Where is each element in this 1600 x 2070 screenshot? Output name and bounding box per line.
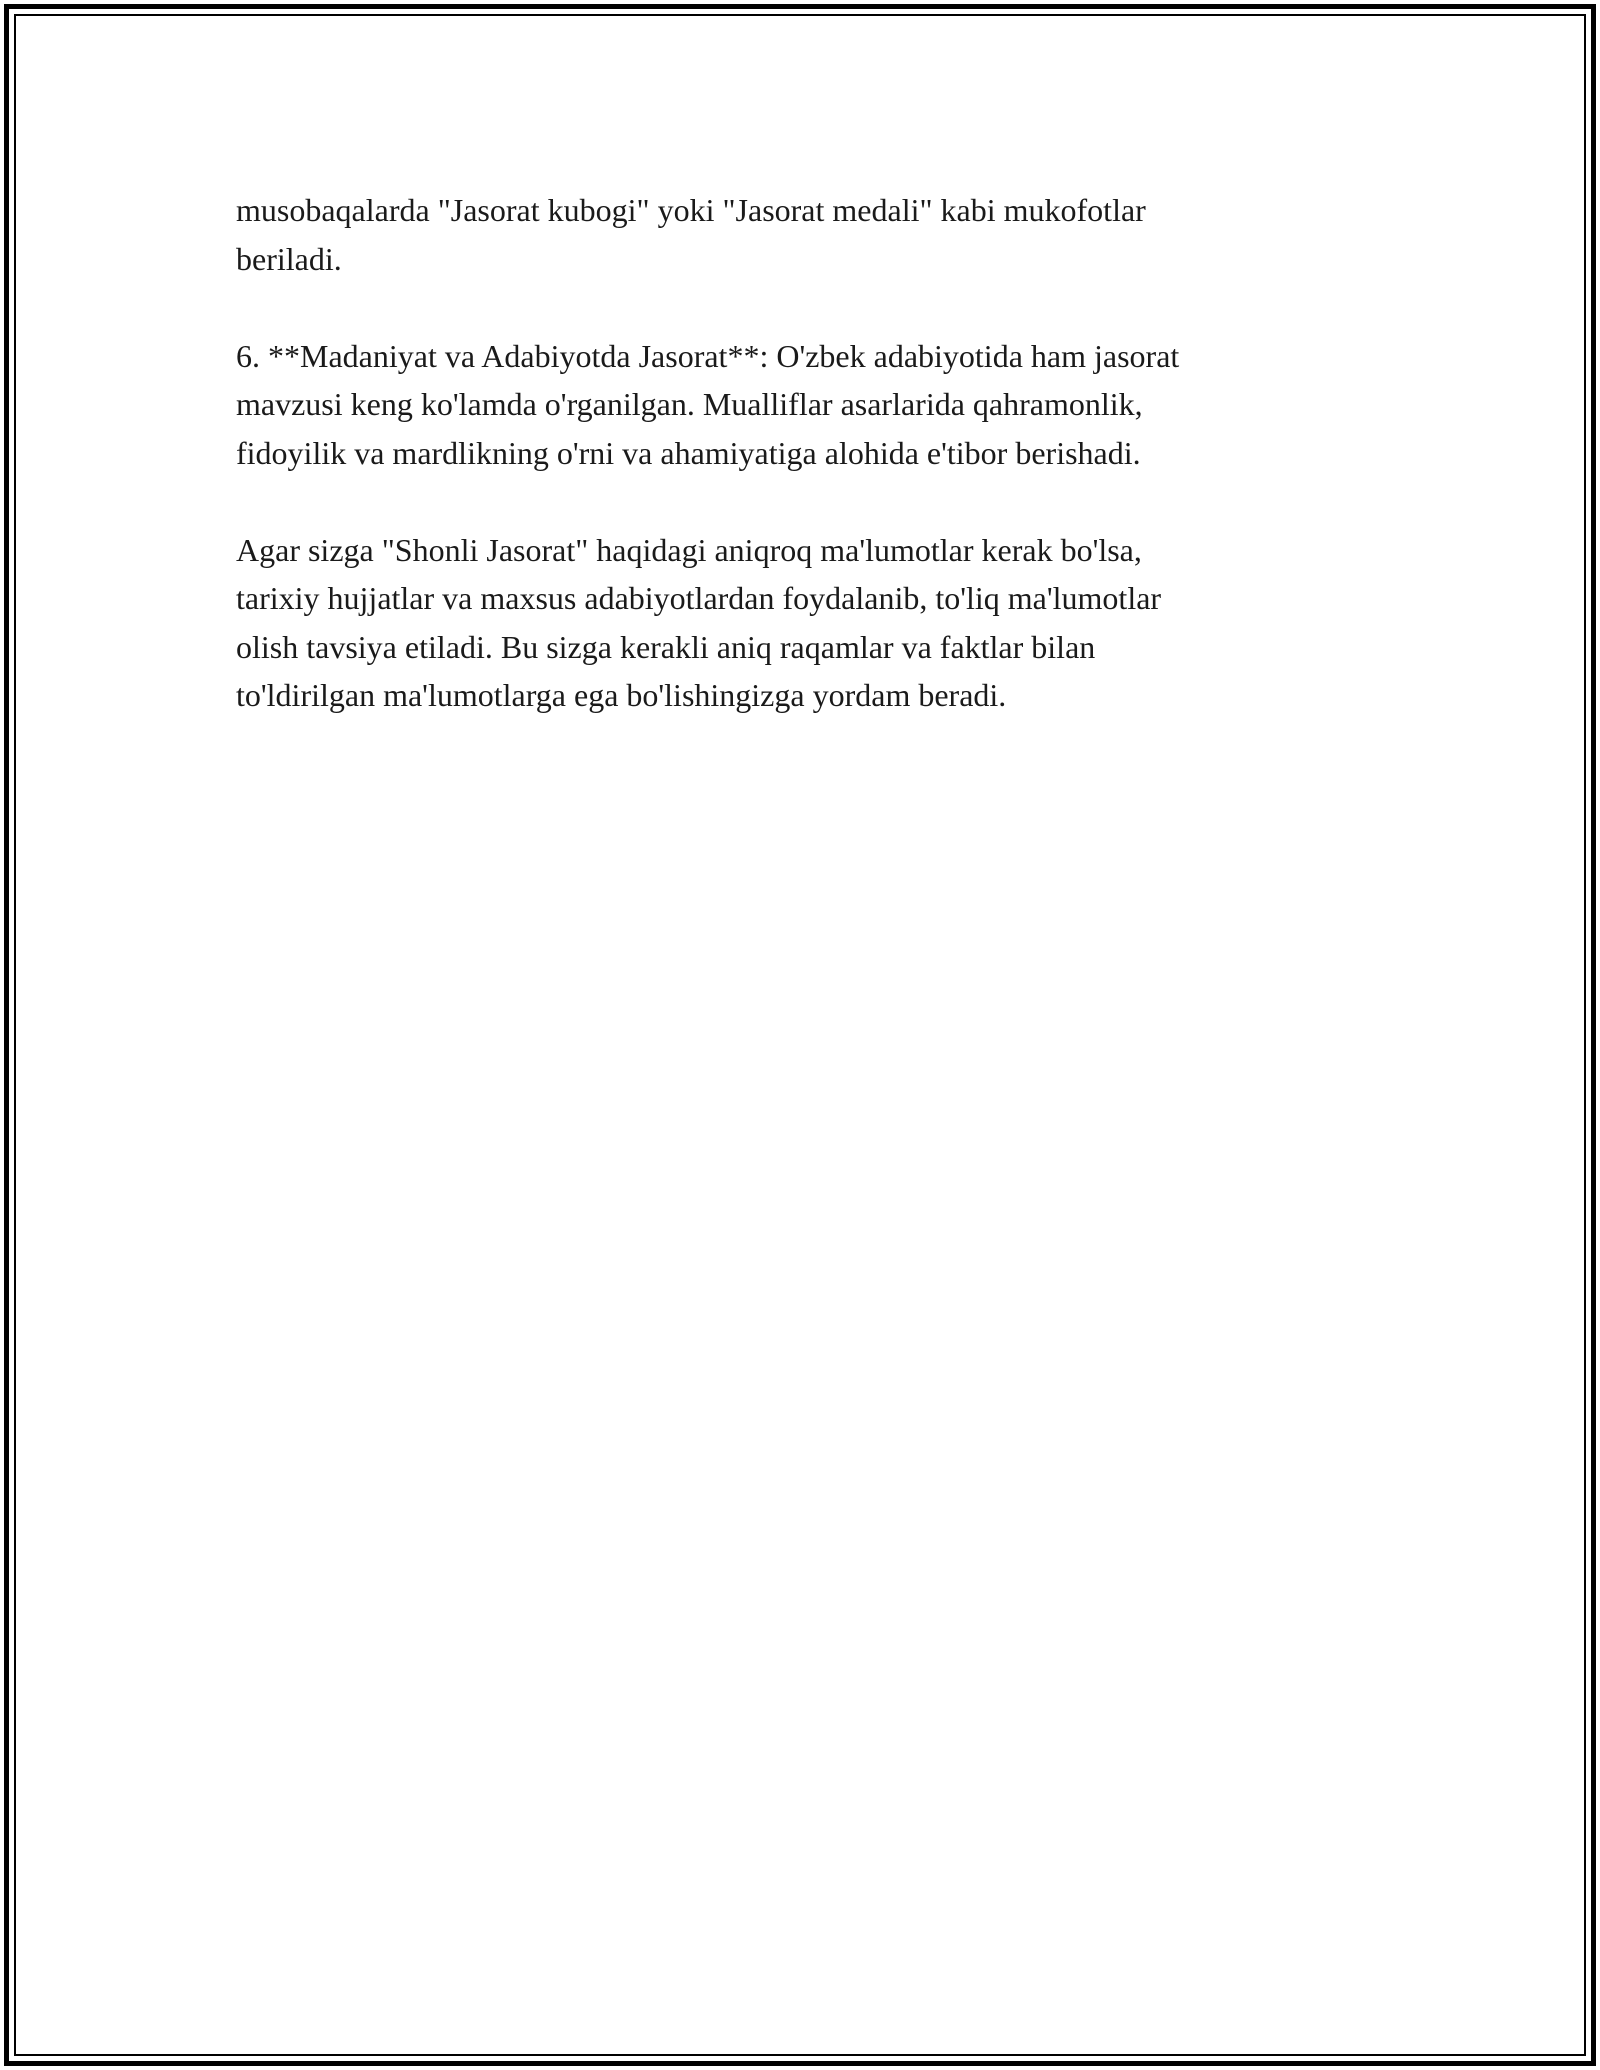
text-line: 6. **Madaniyat va Adabiyotda Jasorat**: O'zbek adabiyotida ham jasorat (236, 337, 1180, 374)
text-line: tarixiy hujjatlar va maxsus adabiyotlardan foydalanib, to'liq ma'lumotlar (236, 580, 1162, 616)
text-line: Agar sizga "Shonli Jasorat" haqidagi aniqroq ma'lumotlar kerak bo'lsa, (236, 531, 1142, 568)
document-body (236, 186, 1356, 768)
text-line: musobaqalarda "Jasorat kubogi" yoki "Jasorat medali" kabi mukofotlar (236, 192, 1146, 228)
paragraph-awards (236, 186, 1356, 283)
text-line: mavzusi keng ko'lamda o'rganilgan. Mualliflar asarlarida qahramonlik, (236, 386, 1143, 422)
text-line: olish tavsiya etiladi. Bu sizga kerakli aniq raqamlar va faktlar bilan (236, 628, 1096, 665)
paragraph-recommendation (236, 526, 1356, 720)
paragraph-culture-literature (236, 332, 1356, 478)
text-line: fidoyilik va mardlikning o'rni va ahamiyatiga alohida e'tibor berishadi. (236, 434, 1141, 471)
text-line: to'ldirilgan ma'lumotlarga ega bo'lishingizga yordam beradi. (236, 677, 1007, 713)
text-line: beriladi. (236, 240, 342, 277)
